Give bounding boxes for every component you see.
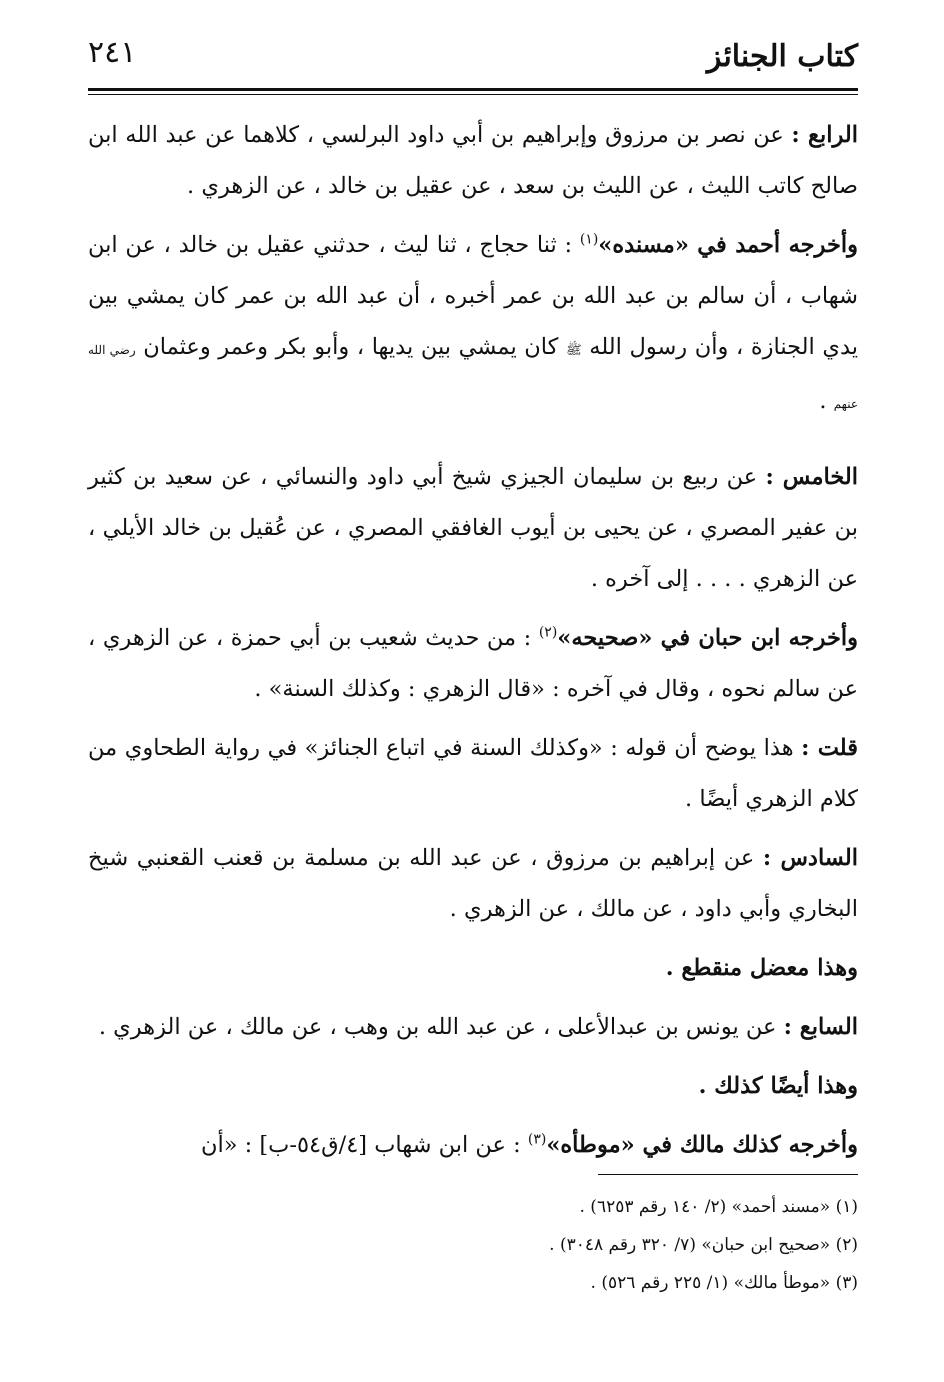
footnotes <box>88 1188 858 1302</box>
paragraph-lead: وهذا معضل منقطع . <box>665 955 858 981</box>
page-header <box>88 35 858 88</box>
blessing-glyph: ﷺ <box>565 343 582 358</box>
footnote-3: (٣) «موطأ مالك» (١/ ٢٢٥ رقم ٥٢٦) . <box>590 1273 858 1293</box>
paragraph-text: : عن ابن شهاب [٤/ق٥٤-ب] : «أن <box>200 1132 528 1158</box>
paragraph-text: : من حديث شعيب بن أبي حمزة ، عن الزهري ، عن سالم نحوه ، وقال في آخره : «قال الزهري : وكذلك السنة» . <box>88 625 858 702</box>
footnote-1: (١) «مسند أحمد» (٢/ ١٤٠ رقم ٦٢٥٣) . <box>579 1197 858 1217</box>
paragraph-lead: الخامس : <box>765 464 858 490</box>
book-page <box>88 35 859 1358</box>
paragraph-text-end: . <box>819 388 834 414</box>
paragraph-lead: وهذا أيضًا كذلك . <box>698 1073 858 1099</box>
paragraph-lead: وأخرجه أحمد في «مسنده» <box>598 232 858 258</box>
honorific-glyph: رضي الله عنهم <box>88 343 858 411</box>
paragraph-seventh <box>88 1002 858 1053</box>
paragraph-qultu <box>88 723 858 825</box>
paragraph-text-continued: كان يمشي بين يديها ، وأبو بكر وعمر وعثمان <box>143 334 566 360</box>
paragraph-lead: وأخرجه كذلك مالك في «موطأه» <box>546 1132 858 1158</box>
header-rule-thin <box>88 94 858 95</box>
paragraph-sixth <box>88 833 858 935</box>
paragraph-also <box>88 1061 858 1112</box>
footnote-ref-1[interactable]: (١) <box>579 231 599 248</box>
header-rule <box>88 88 858 91</box>
paragraph-lead: وأخرجه ابن حبان في «صحيحه» <box>557 625 858 651</box>
paragraph-malik <box>88 1120 858 1171</box>
paragraph-fifth <box>88 452 858 605</box>
paragraph-lead: الرابع : <box>791 122 858 148</box>
footnote-separator <box>598 1174 858 1175</box>
paragraph-ahmad <box>88 220 858 430</box>
paragraph-mudal <box>88 943 858 994</box>
paragraph-text: عن نصر بن مرزوق وإبراهيم بن أبي داود البرلسي ، كلاهما عن عبد الله ابن صالح كاتب الليث ، عن الليث بن سعد ، عن عقيل بن خالد ، عن الزهري . <box>88 122 858 199</box>
paragraph-text: هذا يوضح أن قوله : «وكذلك السنة في اتباع الجنائز» في رواية الطحاوي من كلام الزهري أيضًا . <box>88 735 858 812</box>
page-number: ٢٤١ <box>88 35 137 70</box>
paragraph-lead: السادس : <box>762 845 858 871</box>
paragraph-lead: قلت : <box>801 735 858 761</box>
paragraph-text: : ثنا حجاج ، ثنا ليث ، حدثني عقيل بن خالد ، عن ابن شهاب ، أن سالم بن عبد الله بن عمر أخبره ، أن عبد الله بن عمر كان يمشي بين يدي الجنازة ، وأن رسول الله <box>88 232 859 360</box>
paragraph-text: عن يونس بن عبدالأعلى ، عن عبد الله بن وهب ، عن مالك ، عن الزهري . <box>98 1014 784 1040</box>
paragraph-text: عن ربيع بن سليمان الجيزي شيخ أبي داود والنسائي ، عن سعيد بن كثير بن عفير المصري ، عن يحيى بن أيوب الغافقي المصري ، عن عُقيل بن خالد الأيلي ، عن الزهري . . . . إلى آخره . <box>88 464 858 592</box>
book-title: كتاب الجنائز <box>706 39 858 74</box>
paragraph-text: عن إبراهيم بن مرزوق ، عن عبد الله بن مسلمة بن قعنب القعنبي شيخ البخاري وأبي داود ، عن مالك ، عن الزهري . <box>88 845 858 922</box>
footnote-ref-3[interactable]: (٣) <box>527 1131 547 1148</box>
footnote-ref-2[interactable]: (٢) <box>538 624 558 641</box>
main-text <box>88 110 858 1179</box>
footnote-2: (٢) «صحيح ابن حبان» (٧/ ٣٢٠ رقم ٣٠٤٨) . <box>549 1235 858 1255</box>
paragraph-fourth <box>88 110 858 212</box>
paragraph-ibn-hibban <box>88 613 858 715</box>
paragraph-lead: السابع : <box>783 1014 858 1040</box>
